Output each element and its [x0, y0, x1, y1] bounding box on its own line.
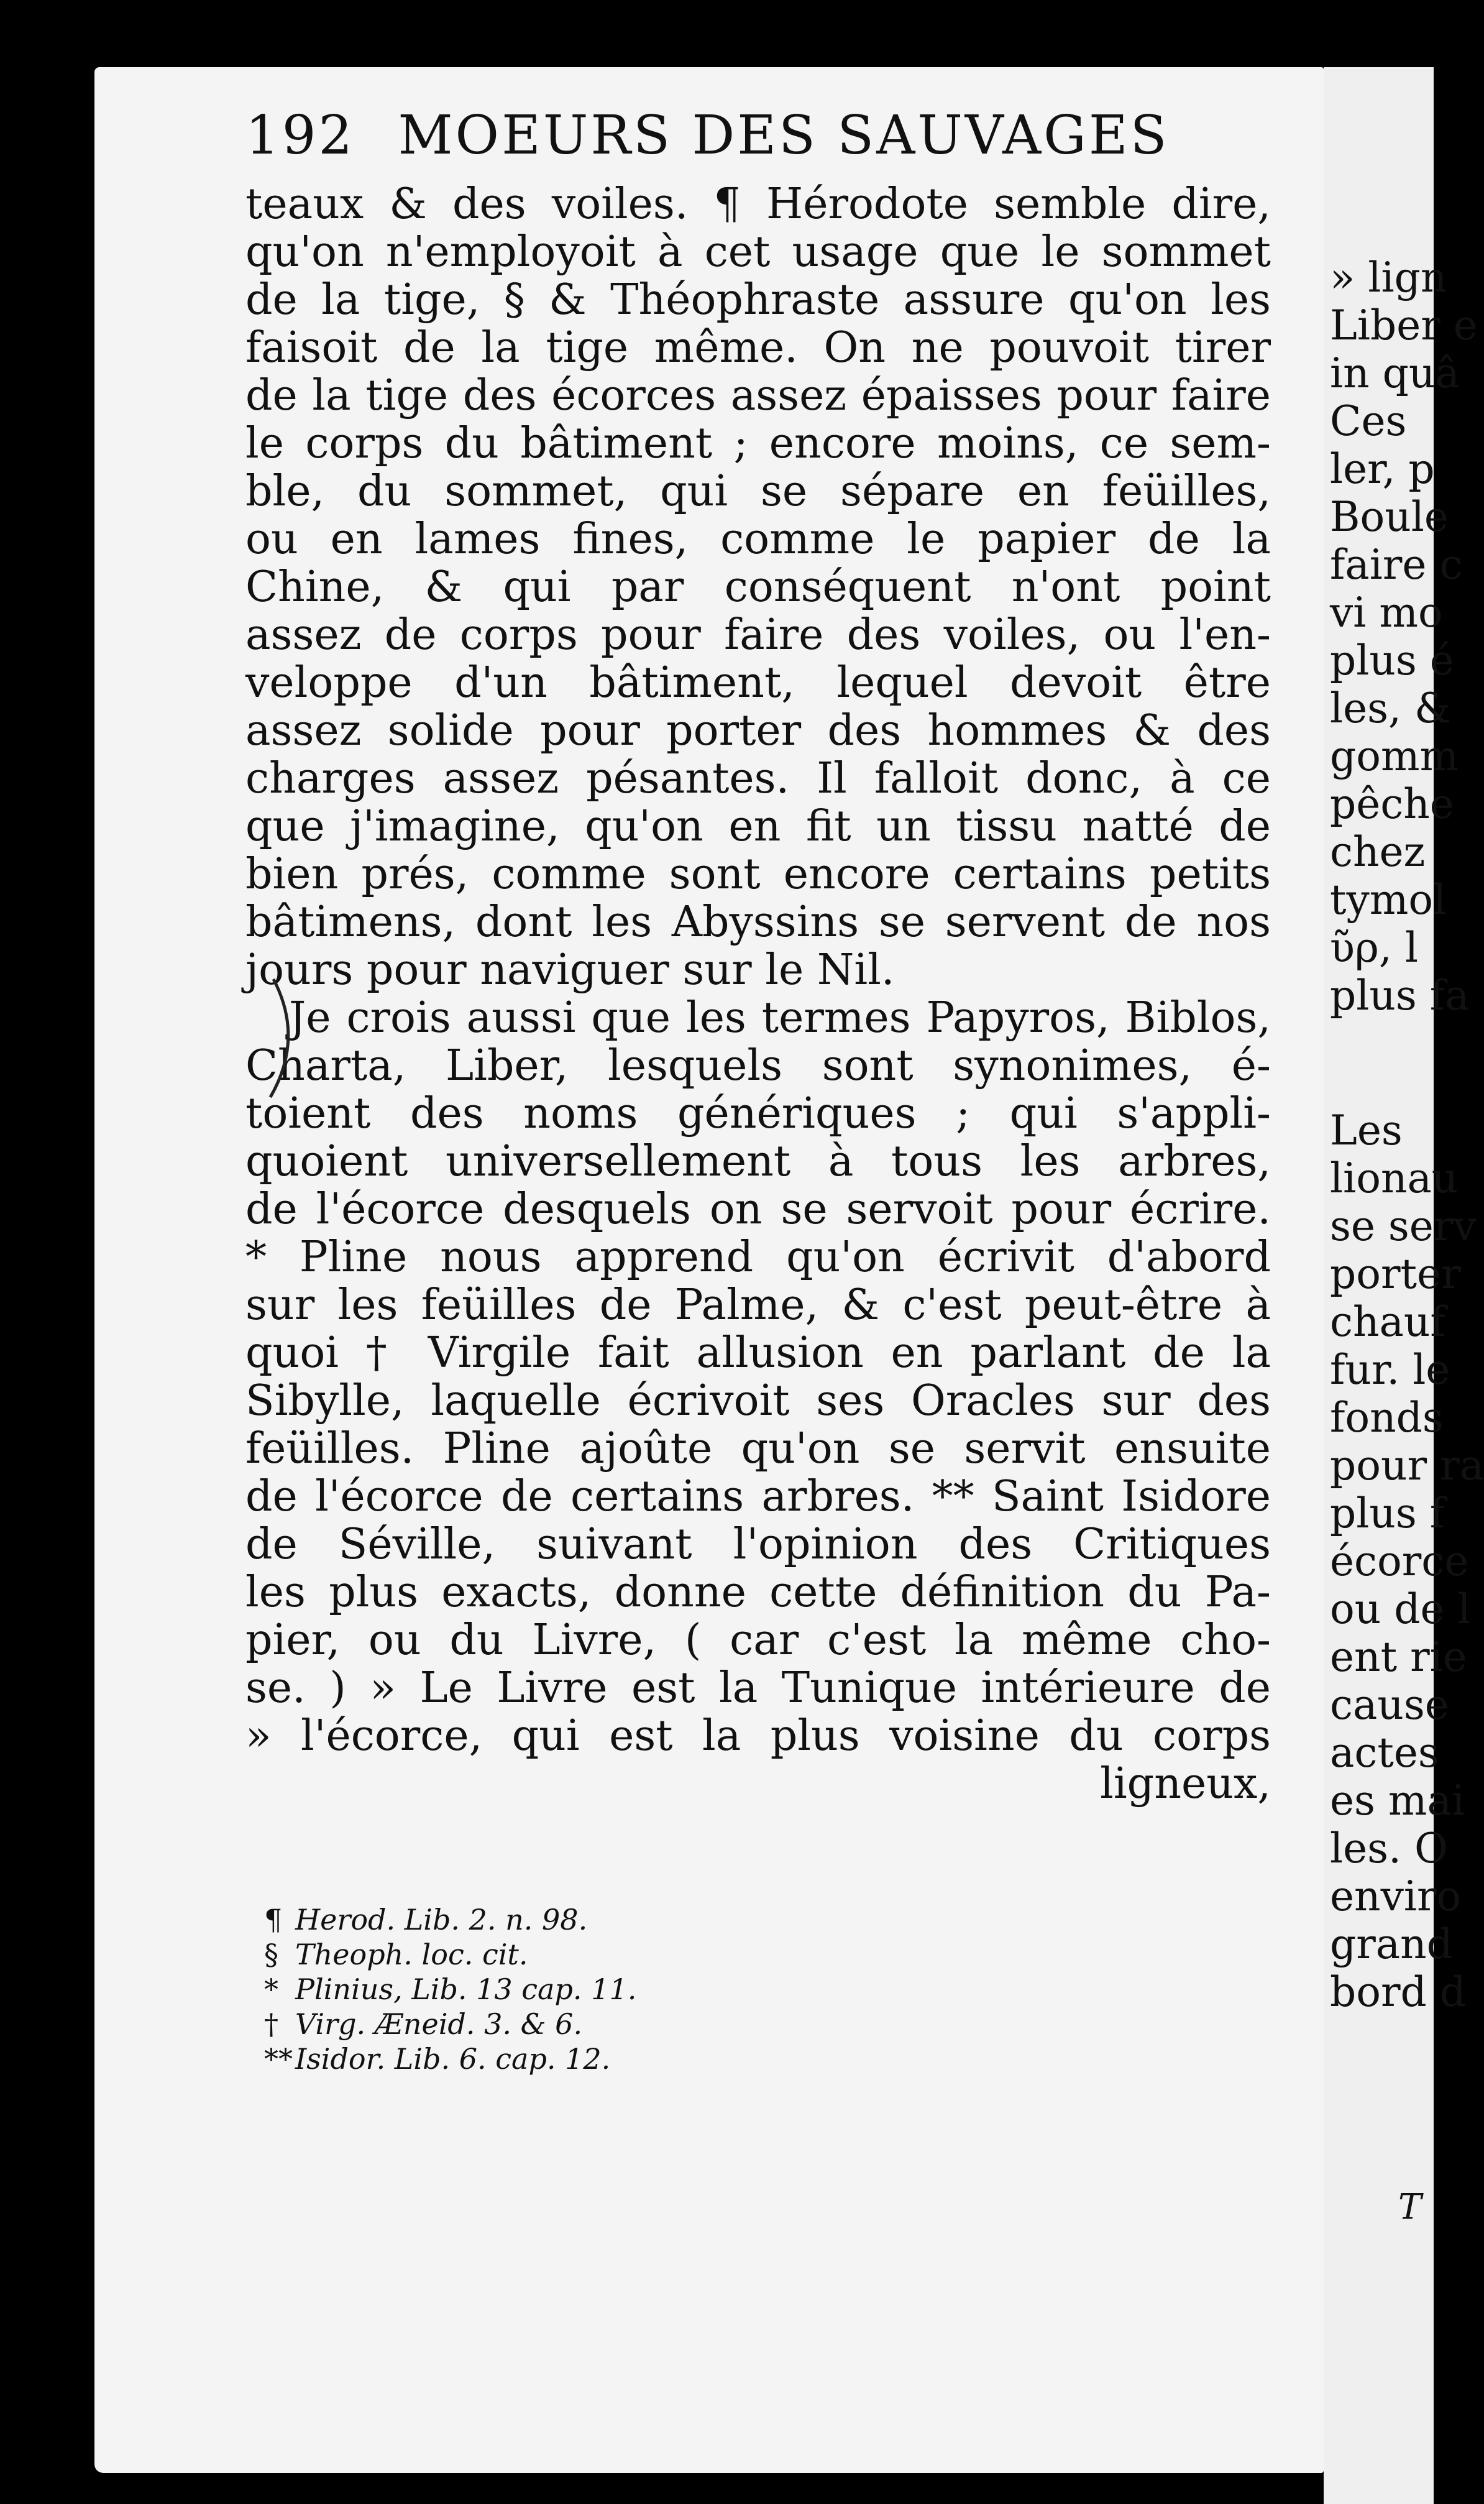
footnote-mark: * [264, 1972, 278, 2006]
text-line: les plus exacts, donne cette définition du Pa- [245, 1568, 1271, 1617]
facing-page-line: écorce [1330, 1537, 1469, 1585]
text-line: ou en lames fines, comme le papier de la [245, 515, 1271, 564]
facing-page-line: in quâ [1330, 349, 1460, 397]
facing-page-line: pour ra [1330, 1442, 1484, 1489]
facing-page-line: porter [1330, 1250, 1461, 1298]
text-line: de la tige des écorces assez épaisses pour faire [245, 371, 1271, 420]
page-number: 192 [245, 104, 355, 167]
text-line: bien prés, comme sont encore certains petits [245, 850, 1271, 899]
text-line: sur les feüilles de Palme, & c'est peut-être à [245, 1281, 1271, 1330]
body-text [245, 180, 1271, 1808]
facing-page-line: grand [1330, 1920, 1453, 1968]
facing-page-line: faire c [1330, 541, 1463, 589]
facing-page-line: chauf [1330, 1298, 1445, 1346]
facing-page-line: Les [1330, 1107, 1403, 1154]
text-line: charges assez pésantes. Il falloit donc, à ce [245, 754, 1271, 803]
text-line: ligneux, [1100, 1759, 1271, 1808]
text-line: pier, ou du Livre, ( car c'est la même cho- [245, 1616, 1271, 1665]
footnote [264, 1972, 823, 2007]
facing-page-line: les, & [1330, 684, 1451, 732]
facing-page-line: fur. le [1330, 1346, 1450, 1394]
text-line: Charta, Liber, lesquels sont synonimes, é- [245, 1041, 1271, 1090]
text-line: le corps du bâtiment ; encore moins, ce sem- [245, 419, 1271, 468]
facing-page-line: se serv [1330, 1202, 1477, 1250]
facing-page-line: ler, p [1330, 445, 1435, 493]
facing-page-line: gomm [1330, 732, 1459, 780]
book-page-left [94, 67, 1324, 2473]
facing-page-line: plus fa [1330, 972, 1470, 1020]
facing-page-line: actes [1330, 1729, 1439, 1777]
text-line: qu'on n'employoit à cet usage que le sommet [245, 228, 1271, 277]
footnote-text: Isidor. Lib. 6. cap. 12. [295, 2042, 611, 2076]
facing-page-line: vi mo [1330, 589, 1443, 637]
footnote-mark: ¶ [264, 1903, 283, 1936]
text-line: jours pour naviguer sur le Nil. [245, 946, 895, 995]
facing-page-line: enviro [1330, 1872, 1462, 1920]
text-line: assez de corps pour faire des voiles, ou l'en- [245, 610, 1271, 660]
text-line: quoi † Virgile fait allusion en parlant de la [245, 1328, 1271, 1378]
text-line: quoient universellement à tous les arbres, [245, 1137, 1271, 1186]
text-line: Chine, & qui par conséquent n'ont point [245, 563, 1271, 612]
text-line: feüilles. Pline ajoûte qu'on se servit ensuite [245, 1424, 1271, 1473]
facing-page-line: fonds [1330, 1394, 1444, 1442]
facing-page-line: lionau [1330, 1154, 1459, 1202]
footnote [264, 2041, 823, 2076]
footnote [264, 1902, 823, 1937]
facing-page-line: les. O [1330, 1825, 1449, 1872]
facing-page-line: plus é [1330, 637, 1454, 684]
facing-page-line: » lign [1330, 254, 1447, 301]
footnote [264, 1937, 823, 1972]
text-line: * Pline nous apprend qu'on écrivit d'abord [245, 1233, 1271, 1282]
text-line: ble, du sommet, qui se sépare en feüilles, [245, 467, 1271, 516]
footnotes [264, 1902, 823, 2076]
facing-page-line: plus f [1330, 1489, 1445, 1537]
text-line: » l'écorce, qui est la plus voisine du corps [245, 1711, 1271, 1761]
facing-page-line: es mai [1330, 1777, 1465, 1825]
footnote-text: Theoph. loc. cit. [295, 1938, 528, 1971]
footnote-mark: ** [264, 2042, 293, 2076]
text-line: toient des noms génériques ; qui s'appli- [245, 1089, 1271, 1138]
text-line: bâtimens, dont les Abyssins se servent de nos [245, 898, 1271, 947]
running-header [245, 104, 1215, 178]
footnote-text: Virg. Æneid. 3. & 6. [295, 2007, 583, 2041]
text-line: veloppe d'un bâtiment, lequel devoit être [245, 658, 1271, 707]
text-line: se. ) » Le Livre est la Tunique intérieure de [245, 1664, 1271, 1713]
text-line: de l'écorce desquels on se servoit pour écrire. [245, 1185, 1271, 1234]
facing-page-line: Ces [1330, 397, 1407, 445]
facing-page-line: Boule [1330, 493, 1449, 541]
text-line: de Séville, suivant l'opinion des Critiques [245, 1520, 1271, 1569]
text-line: Je crois aussi que les termes Papyros, Biblos, [289, 993, 1271, 1043]
facing-page-line: Liber e [1330, 301, 1478, 349]
text-line: assez solide pour porter des hommes & des [245, 706, 1271, 755]
facing-page-line: ou de l [1330, 1585, 1471, 1633]
margin-bracket-mark [267, 976, 305, 1100]
facing-page-text [1324, 254, 1484, 2016]
text-line: que j'imagine, qu'on en fit un tissu natté de [245, 802, 1271, 851]
footnote-mark: † [264, 2007, 278, 2041]
facing-page-line: bord d [1330, 1968, 1467, 2016]
facing-page-line: ent rie [1330, 1633, 1467, 1681]
footnote [264, 2007, 823, 2041]
facing-page-catchword: T [1398, 2187, 1422, 2227]
facing-page-line: pêche [1330, 780, 1454, 828]
facing-page-line: tymol [1330, 876, 1447, 924]
facing-page-line: cause [1330, 1681, 1449, 1729]
footnote-mark: § [264, 1938, 278, 1971]
text-line: de l'écorce de certains arbres. ** Saint Isidore [245, 1472, 1271, 1521]
text-line: Sibylle, laquelle écrivoit ses Oracles sur des [245, 1376, 1271, 1425]
running-title: MOEURS DES SAUVAGES [398, 104, 1170, 167]
book-page-right-edge [1324, 67, 1484, 2504]
footnote-text: Plinius, Lib. 13 cap. 11. [295, 1972, 637, 2006]
facing-page-gap [1324, 1020, 1484, 1107]
facing-page-line: chez [1330, 828, 1426, 876]
facing-page-line: ῦρ, l [1330, 924, 1418, 972]
text-line: de la tige, § & Théophraste assure qu'on les [245, 275, 1271, 325]
text-line: teaux & des voiles. ¶ Hérodote semble dire, [245, 180, 1271, 229]
text-line: faisoit de la tige même. On ne pouvoit tirer [245, 323, 1271, 372]
footnote-text: Herod. Lib. 2. n. 98. [295, 1903, 588, 1936]
